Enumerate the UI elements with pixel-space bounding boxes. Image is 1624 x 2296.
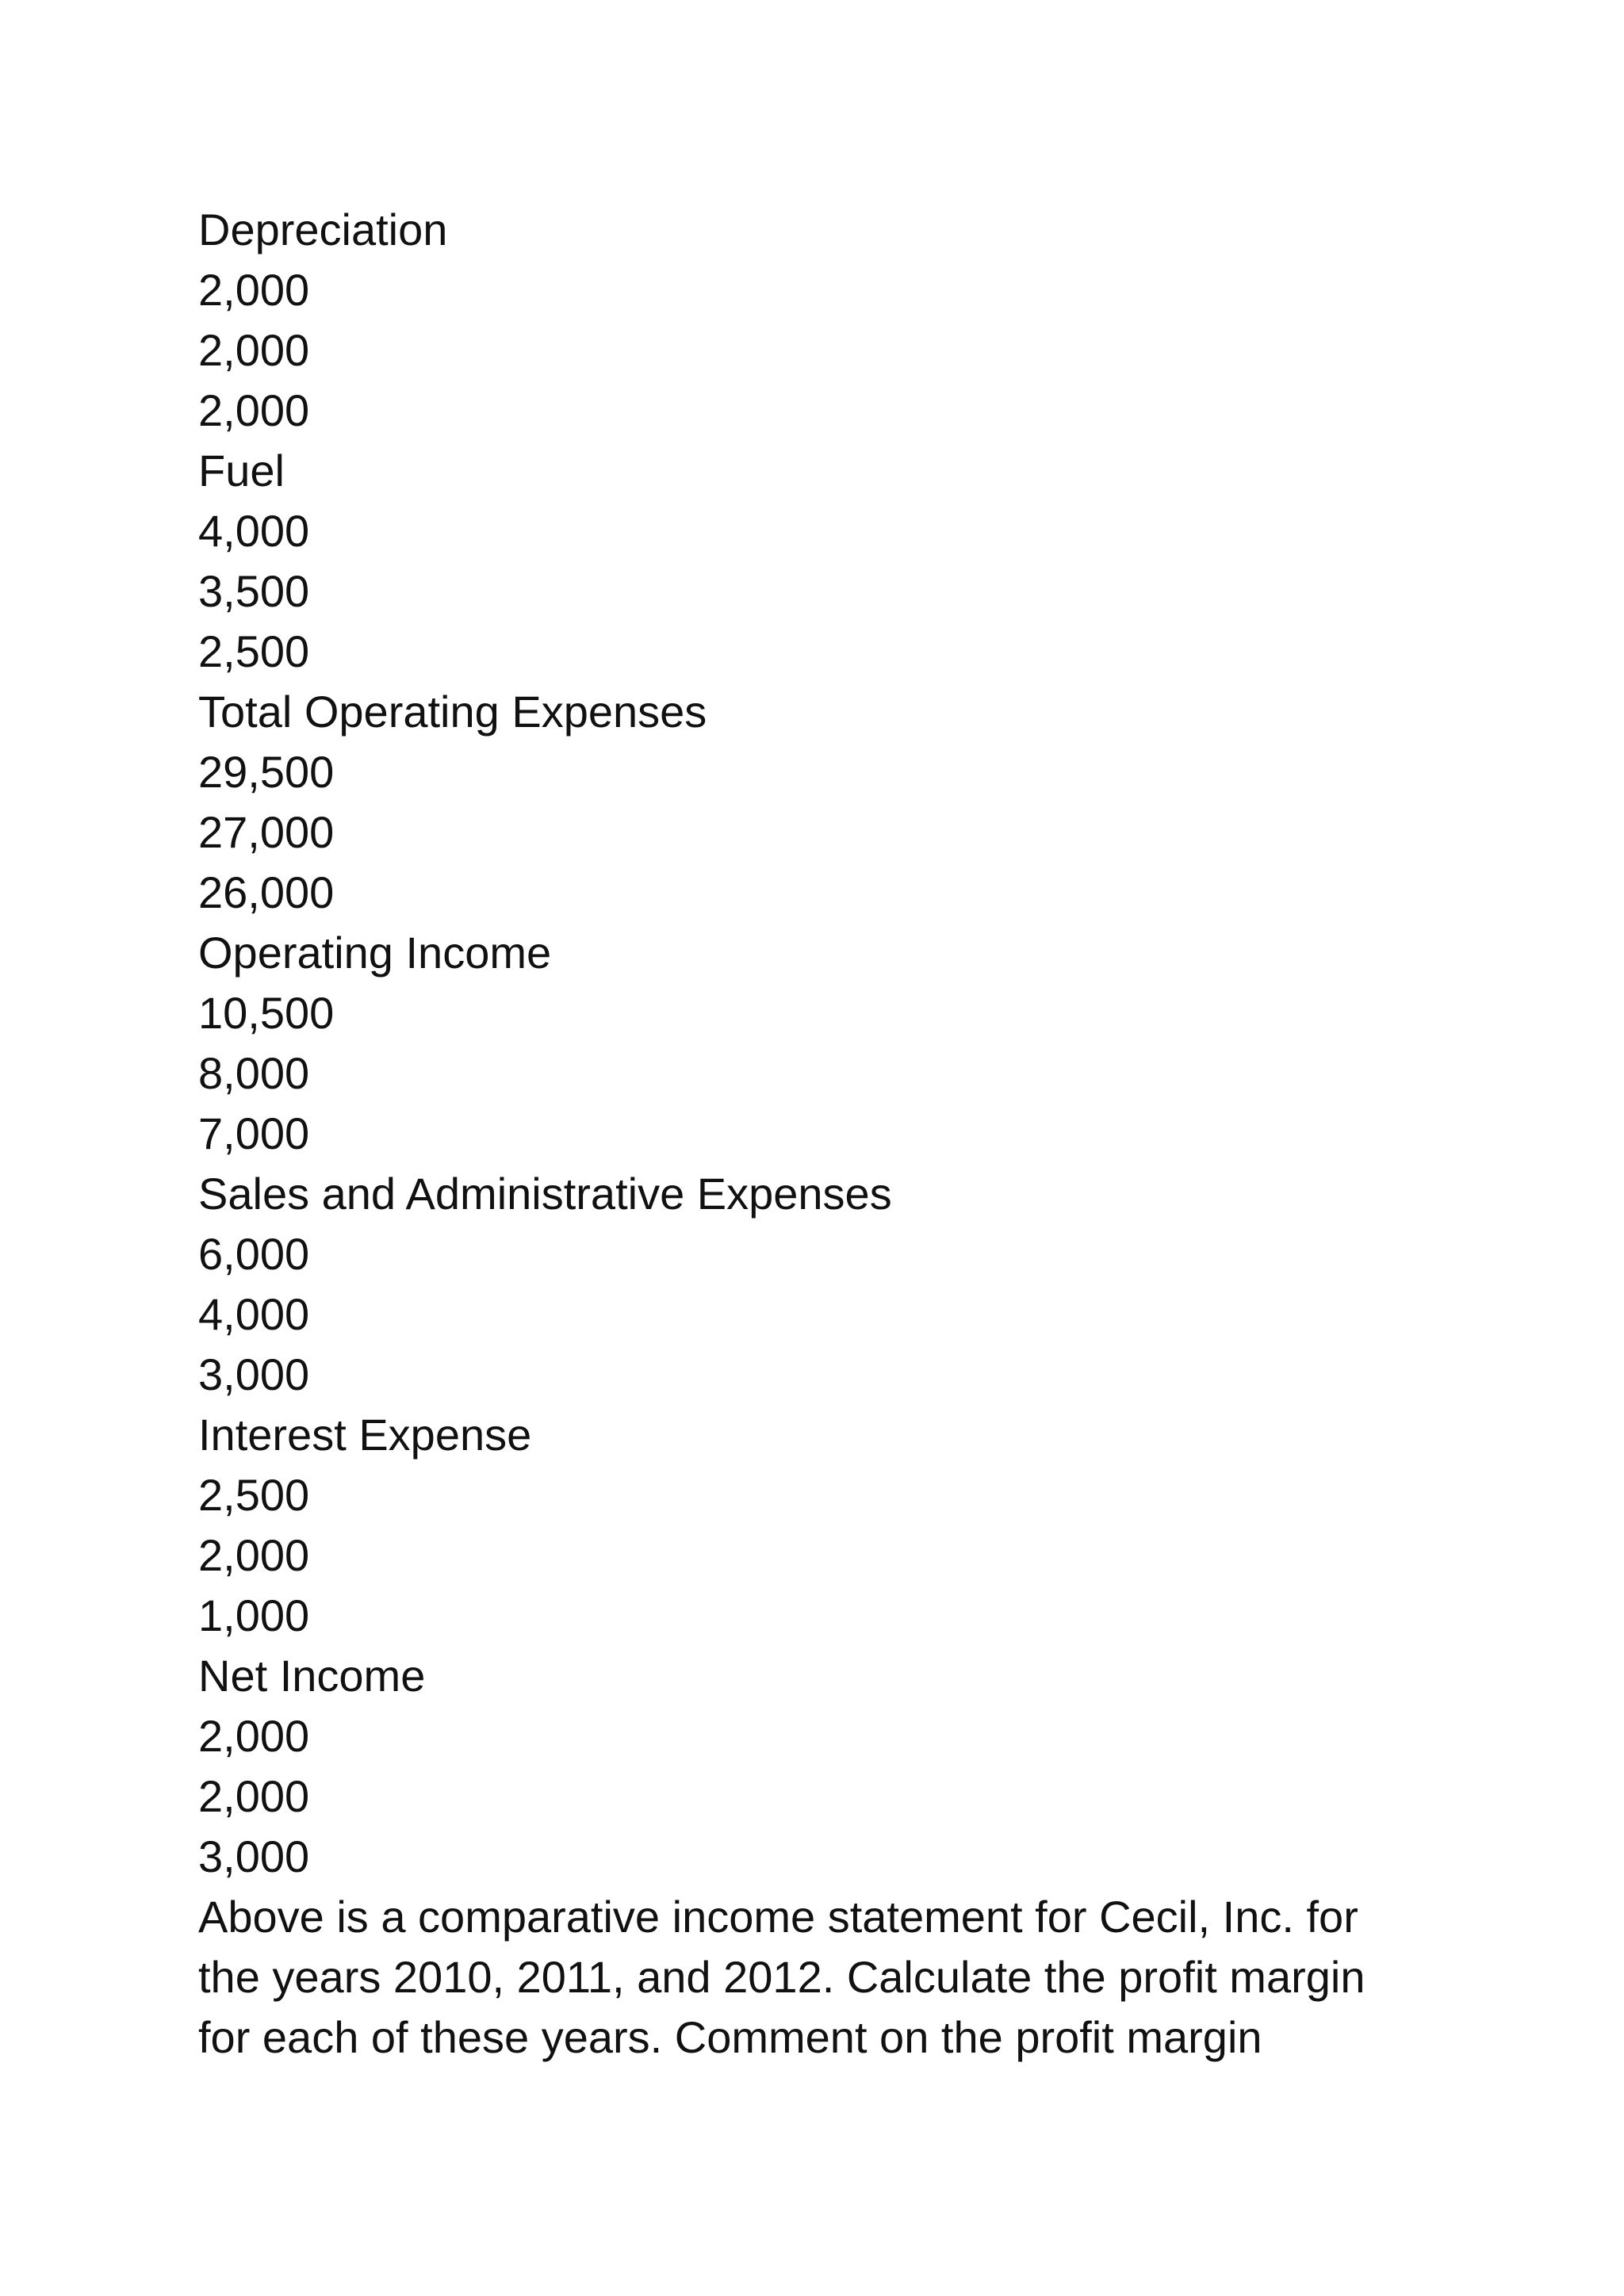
question-paragraph	[198, 1887, 1435, 2068]
line-item-value: 26,000	[198, 867, 335, 917]
line-item-label: Operating Income	[198, 928, 552, 978]
line-item-value: 8,000	[198, 1048, 310, 1098]
line-item-value: 2,000	[198, 1711, 310, 1761]
line-item-value: 2,000	[198, 265, 310, 315]
line-item-label: Net Income	[198, 1651, 426, 1701]
income-statement-list	[198, 200, 1435, 1887]
question-line: for each of these years. Comment on the profit margin	[198, 2012, 1262, 2062]
line-item-value: 6,000	[198, 1229, 310, 1279]
line-item-label: Fuel	[198, 446, 285, 496]
question-line: the years 2010, 2011, and 2012. Calculate the profit margin	[198, 1952, 1365, 2002]
document-content	[198, 200, 1435, 2068]
line-item-value: 7,000	[198, 1108, 310, 1158]
line-item-value: 3,500	[198, 566, 310, 616]
line-item-value: 2,000	[198, 1530, 310, 1580]
question-line: Above is a comparative income statement for Cecil, Inc. for	[198, 1892, 1358, 1942]
line-item-value: 29,500	[198, 747, 335, 797]
line-item-value: 2,500	[198, 1470, 310, 1520]
line-item-label: Interest Expense	[198, 1410, 532, 1460]
line-item-value: 4,000	[198, 506, 310, 556]
line-item-value: 2,000	[198, 1771, 310, 1821]
line-item-value: 27,000	[198, 807, 335, 857]
line-item-value: 2,000	[198, 385, 310, 435]
line-item-value: 2,000	[198, 325, 310, 375]
line-item-label: Depreciation	[198, 205, 448, 254]
line-item-label: Total Operating Expenses	[198, 687, 707, 737]
line-item-value: 1,000	[198, 1590, 310, 1640]
line-item-value: 4,000	[198, 1289, 310, 1339]
line-item-label: Sales and Administrative Expenses	[198, 1169, 892, 1219]
line-item-value: 2,500	[198, 626, 310, 676]
line-item-value: 3,000	[198, 1831, 310, 1881]
line-item-value: 10,500	[198, 988, 335, 1038]
line-item-value: 3,000	[198, 1349, 310, 1399]
